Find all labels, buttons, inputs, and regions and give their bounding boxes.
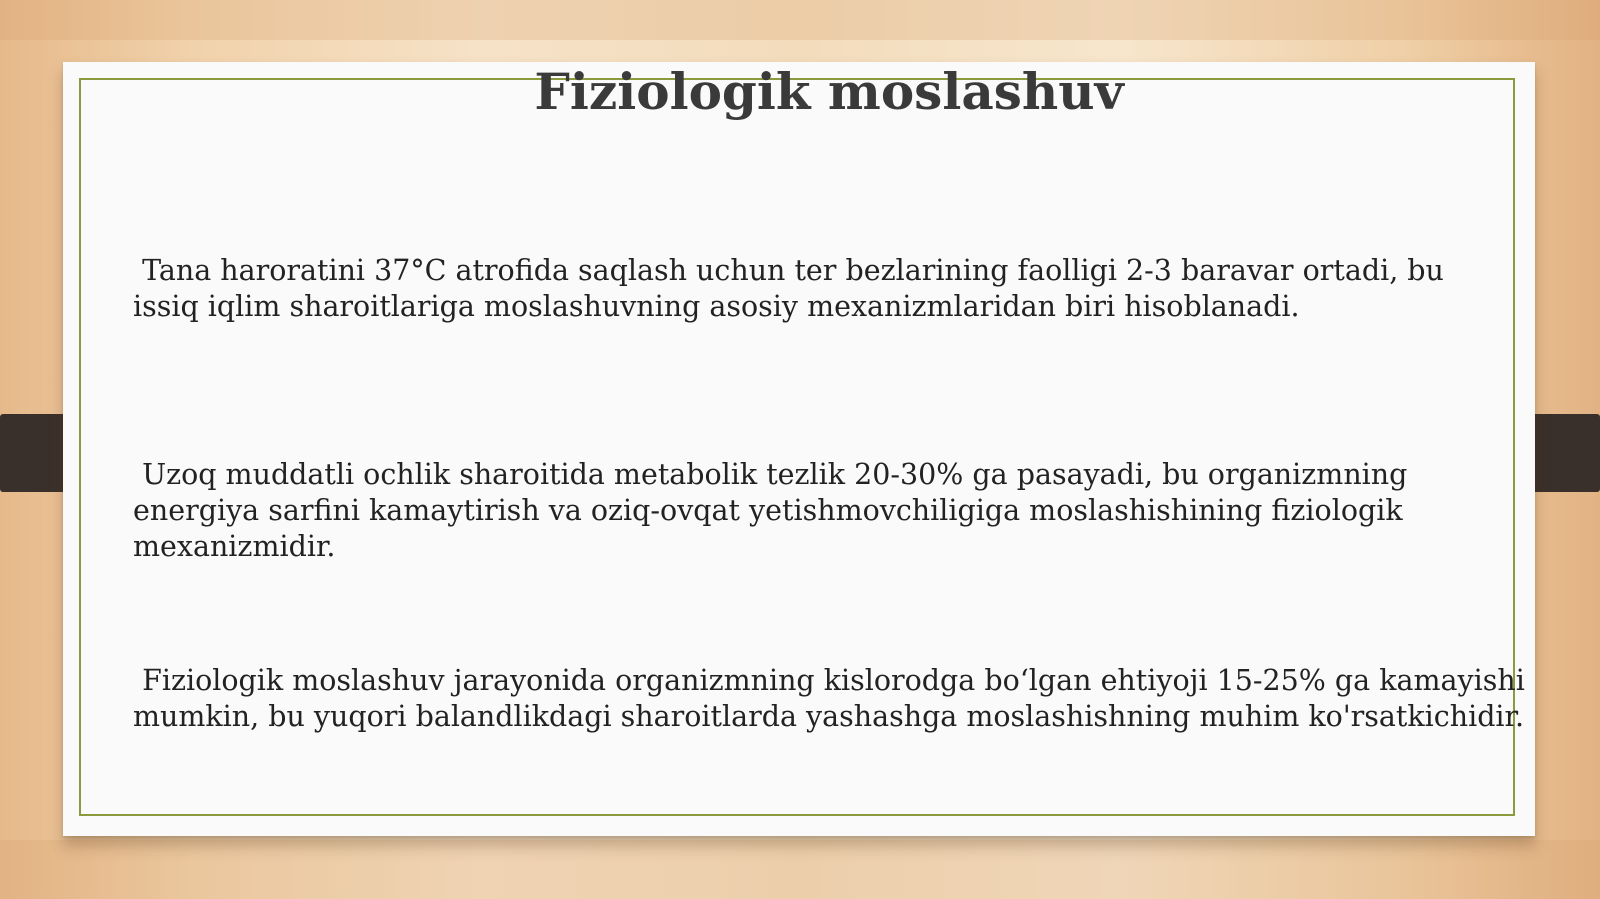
wood-background-streak-top	[0, 0, 1600, 40]
slide-title: Fiziologik moslashuv	[534, 62, 1124, 121]
paragraph-metabolism: Uzoq muddatli ochlik sharoitida metabolik tezlik 20-30% ga pasayadi, bu organizmning energiya sarfini kamaytirish va oziq-ovqat yetishmovchiligiga moslashishining fiziologik mexanizmidir.	[133, 458, 1408, 563]
wood-background-streak-bottom	[0, 840, 1600, 899]
paragraph-oxygen-need: Fiziologik moslashuv jarayonida organizmning kislorodga bo‘lgan ehtiyoji 15-25% ga kamayishi mumkin, bu yuqori balandlikdagi sharoitlarda yashashga moslashishning muhim ko'rsatkichidir.	[133, 664, 1525, 733]
paragraph-sweat-glands: Tana haroratini 37°C atrofida saqlash uchun ter bezlarining faolligi 2-3 baravar ortadi, bu issiq iqlim sharoitlariga moslashuvning asosiy mexanizmlaridan biri hisoblanadi.	[133, 254, 1444, 323]
slide-card	[63, 62, 1535, 836]
